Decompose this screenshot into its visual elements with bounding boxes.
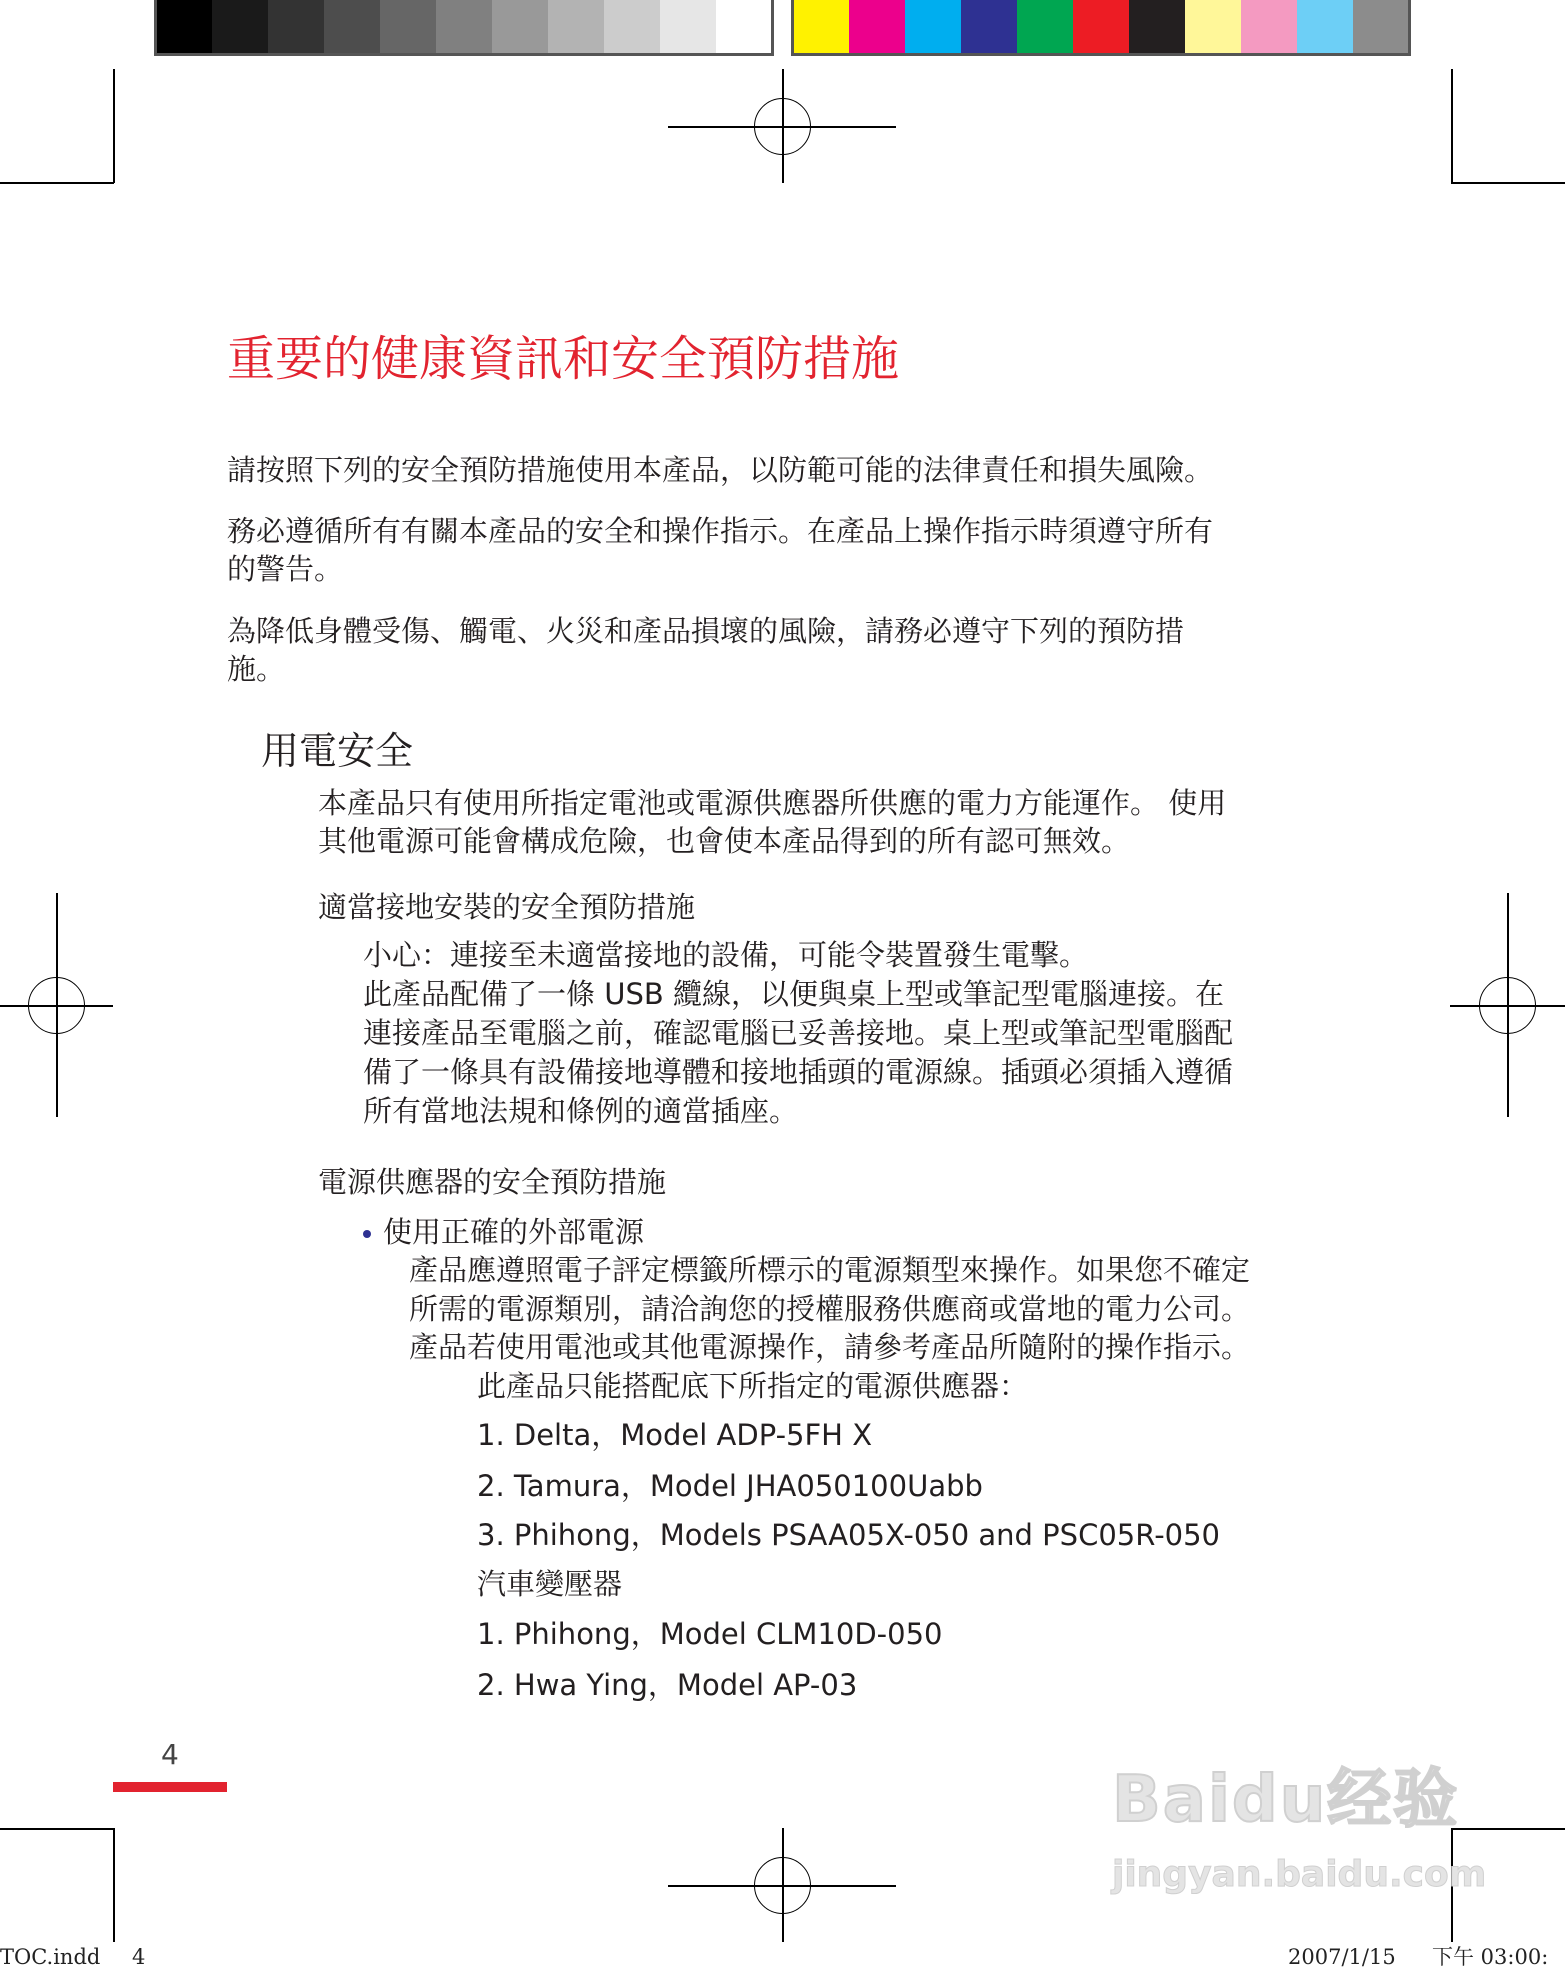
text-line: 的警告。 (227, 552, 344, 586)
adapter-item: 3. Phihong，Models PSAA05X-050 and PSC05R-050 (477, 1518, 1221, 1552)
footer-date: 2007/1/15 (1288, 1945, 1396, 1969)
text-line: 產品若使用電池或其他電源操作，請參考產品所隨附的操作指示。 (409, 1330, 1251, 1364)
text-line: 施。 (227, 652, 286, 686)
page-title: 重要的健康資訊和安全預防措施 (227, 331, 900, 387)
section-body (318, 784, 1226, 860)
bullet-label: 使用正確的外部電源 (383, 1215, 645, 1249)
text-line: 連接產品至電腦之前，確認電腦已妥善接地。桌上型或筆記型電腦配 (363, 1016, 1234, 1050)
intro-paragraph-2 (227, 512, 1213, 588)
watermark-brand: Baidu经验 (1112, 1763, 1460, 1837)
power-body (409, 1251, 1250, 1367)
grounding-body (363, 936, 1233, 1131)
car-adapter-heading: 汽車變壓器 (477, 1567, 623, 1601)
text-line: 務必遵循所有有關本產品的安全和操作指示。在產品上操作指示時須遵守所有 (227, 514, 1214, 548)
car-adapter-item: 2. Hwa Ying，Model AP-03 (477, 1668, 858, 1702)
page-number: 4 (161, 1738, 179, 1771)
power-supply-heading: 電源供應器的安全預防措施 (318, 1165, 667, 1199)
watermark-url: jingyan.baidu.com (1112, 1854, 1487, 1895)
page-accent-bar (113, 1782, 227, 1792)
text-line: 為降低身體受傷、觸電、火災和產品損壞的風險，請務必遵守下列的預防措 (227, 614, 1185, 648)
footer-page: 4 (132, 1945, 146, 1969)
footer-filename: TOC.indd (0, 1945, 101, 1969)
intro-paragraph-3 (227, 612, 1184, 688)
intro-paragraph-1 (227, 451, 1213, 489)
footer-time: 下午 03:00: (1432, 1945, 1549, 1969)
text-line: 所需的電源類別，請洽詢您的授權服務供應商或當地的電力公司。 (409, 1291, 1251, 1326)
adapter-item: 2. Tamura，Model JHA050100Uabb (477, 1469, 983, 1503)
adapter-item: 1. Delta，Model ADP-5FH X (477, 1418, 873, 1452)
text-line: 所有當地法規和條例的適當插座。 (363, 1094, 799, 1128)
grounding-heading: 適當接地安裝的安全預防措施 (318, 890, 696, 924)
text-line: 產品應遵照電子評定標籤所標示的電源類型來操作。如果您不確定 (409, 1253, 1251, 1287)
text-line: 備了一條具有設備接地導體和接地插頭的電源線。插頭必須插入遵循 (363, 1055, 1234, 1089)
bullet-item (363, 1213, 644, 1251)
text-line: 本產品只有使用所指定電池或電源供應器所供應的電力方能運作。 使用 (318, 786, 1227, 820)
swatch-frame (154, 0, 774, 56)
car-adapter-item: 1. Phihong，Model CLM10D-050 (477, 1617, 943, 1651)
text-line: 請按照下列的安全預防措施使用本產品，以防範可能的法律責任和損失風險。 (227, 453, 1214, 487)
text-line: 此產品配備了一條 USB 纜線，以便與桌上型或筆記型電腦連接。在 (363, 977, 1224, 1011)
swatch-frame (791, 0, 1411, 56)
text-line: 其他電源可能會構成危險，也會使本產品得到的所有認可無效。 (318, 824, 1131, 858)
text-line: 小心：連接至未適當接地的設備，可能令裝置發生電擊。 (363, 938, 1089, 972)
adapters-intro: 此產品只能搭配底下所指定的電源供應器： (477, 1369, 1029, 1403)
section-heading: 用電安全 (261, 729, 414, 773)
bullet-icon (363, 1230, 371, 1238)
